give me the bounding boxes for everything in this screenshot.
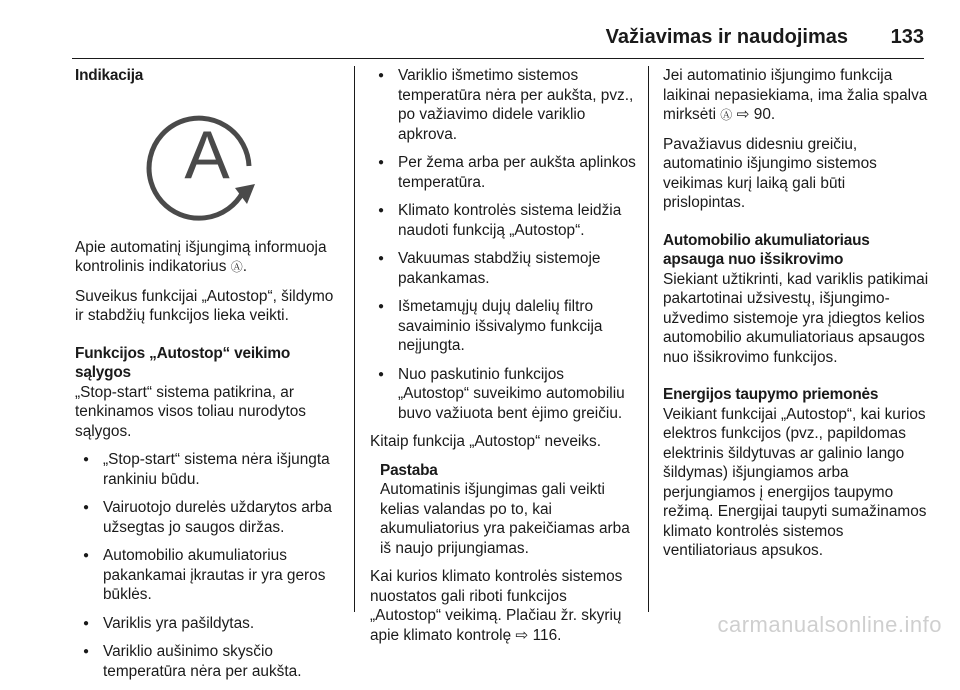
list-item: ● „Stop-start“ sistema nėra išjungta rankiniu būdu.	[75, 450, 343, 489]
column-2	[370, 66, 638, 654]
column-divider	[648, 66, 649, 612]
list-item: ● Variklis yra pašildytas.	[75, 614, 343, 634]
watermark: carmanualsonline.info	[717, 611, 942, 637]
paragraph: Suveikus funkcijai „Autostop“, šildymo ir stabdžių funkcijos lieka veikti.	[75, 287, 334, 324]
paragraph: Jei automatinio išjungimo funkcija laikinai nepasiekiama, ima žalia spalva mirksėti Ⓐ ⇨ 90.	[663, 67, 928, 123]
list-item: ● Variklio išmetimo sistemos temperatūra nėra per aukšta, pvz., po važiavimo didele variklio apkrova.	[370, 66, 638, 144]
note-text: Automatinis išjungimas gali veikti kelias valandas po to, kai akumuliatorius yra pakeičiamas arba iš naujo prijungiamas.	[380, 481, 630, 557]
paragraph: Siekiant užtikrinti, kad variklis patikimai pakartotinai užsivestų, išjungimo-užvedimo sistemoje yra įdiegtos kelios automobilio akumuliatoriaus apsaugos nuo išsikrovimo funkcijos.	[663, 270, 929, 366]
list-item: ● Vakuumas stabdžių sistemoje pakankamas.	[370, 249, 638, 288]
paragraph: Kitaip funkcija „Autostop“ neveiks.	[370, 433, 601, 450]
autostop-indicator-icon	[75, 94, 339, 220]
section-heading: Indikacija	[75, 67, 144, 84]
header-rule	[72, 58, 924, 59]
autostop-indicator-icon: Ⓐ	[230, 260, 243, 274]
list-item: ● Klimato kontrolės sistema leidžia naudoti funkciją „Autostop“.	[370, 201, 638, 240]
list-item: ● Išmetamųjų dujų dalelių filtro savaiminio išsivalymo funkcija neįjungta.	[370, 297, 638, 356]
paragraph: Veikiant funkcijai „Autostop“, kai kurios elektros funkcijos (pvz., papildomas elektrinis šildytuvas ar galinio lango šildymas) išjungiamos arba perjungiamos į energijos taupymo režimą. Energijai taupyti sumažinamos klimato kontrolės sistemos ventiliatoriaus apsukos.	[663, 405, 927, 559]
paragraph: Pavažiavus didesniu greičiu, automatinio išjungimo sistemos veikimas kurį laiką gali būti prislopintas.	[663, 135, 877, 211]
note-box	[370, 461, 638, 559]
page-number: 133	[890, 26, 924, 48]
page-header	[0, 22, 960, 62]
section-heading: Funkcijos „Autostop“ veikimo sąlygos	[75, 344, 291, 381]
list-item: ● Vairuotojo durelės uždarytos arba užsegtas jo saugos diržas.	[75, 498, 343, 537]
paragraph: Kai kurios klimato kontrolės sistemos nuostatos gali riboti funkcijos „Autostop“ veikimą. Plačiau žr. skyrių apie klimato kontrolę ⇨ 116.	[370, 568, 623, 644]
list-item: ● Variklio aušinimo skysčio temperatūra nėra per aukšta.	[75, 642, 343, 681]
column-1	[75, 66, 343, 690]
section-heading: Energijos taupymo priemonės	[663, 386, 879, 403]
page-title: Važiavimas ir naudojimas	[605, 26, 848, 48]
column-divider	[354, 66, 355, 612]
list-item: ● Per žema arba per aukšta aplinkos temperatūra.	[370, 153, 638, 192]
paragraph: Apie automatinį išjungimą informuoja kontrolinis indikatorius Ⓐ.	[75, 238, 327, 275]
list-item: ● Nuo paskutinio funkcijos „Autostop“ suveikimo automobiliu buvo važiuota bent ėjimo greičiu.	[370, 365, 638, 424]
indicator-letter: A	[184, 116, 230, 193]
paragraph: „Stop-start“ sistema patikrina, ar tenkinamos visos toliau nurodytos sąlygos.	[75, 383, 306, 440]
column-3	[663, 66, 931, 570]
list-item: ● Automobilio akumuliatorius pakankamai įkrautas ir yra geros būklės.	[75, 546, 343, 605]
note-heading: Pastaba	[380, 461, 438, 479]
autostop-indicator-illustration	[75, 94, 339, 220]
autostop-indicator-icon: Ⓐ	[720, 108, 733, 122]
section-heading: Automobilio akumuliatoriaus apsauga nuo išsikrovimo	[663, 231, 870, 268]
